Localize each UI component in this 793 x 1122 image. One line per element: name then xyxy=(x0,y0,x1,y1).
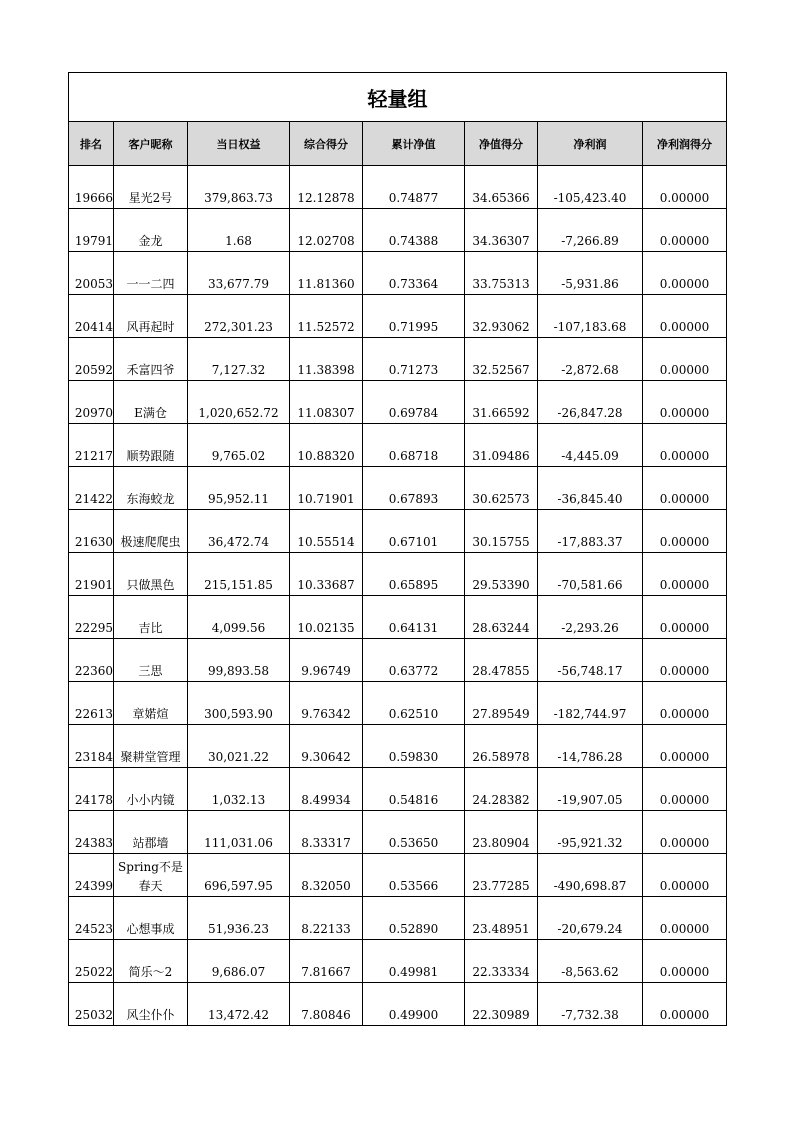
header-nickname: 客户昵称 xyxy=(114,122,188,166)
header-equity: 当日权益 xyxy=(188,122,290,166)
cell-equity: 379,863.73 xyxy=(188,166,290,209)
table-row xyxy=(69,897,727,940)
cell-nav: 0.53650 xyxy=(363,811,465,854)
table-row xyxy=(69,811,727,854)
cell-nav: 0.64131 xyxy=(363,596,465,639)
cell-nav: 0.52890 xyxy=(363,897,465,940)
cell-score: 9.76342 xyxy=(290,682,363,725)
cell-rank: 21217 xyxy=(69,424,114,467)
cell-nav-score: 33.75313 xyxy=(465,252,538,295)
cell-nav-score: 23.48951 xyxy=(465,897,538,940)
cell-profit: -2,293.26 xyxy=(538,596,643,639)
cell-profit-score: 0.00000 xyxy=(643,725,727,768)
cell-nav: 0.69784 xyxy=(363,381,465,424)
header-profit: 净利润 xyxy=(538,122,643,166)
cell-profit: -19,907.05 xyxy=(538,768,643,811)
cell-nickname: 一一二四 xyxy=(114,252,188,295)
cell-score: 11.52572 xyxy=(290,295,363,338)
cell-nav: 0.54816 xyxy=(363,768,465,811)
cell-equity: 95,952.11 xyxy=(188,467,290,510)
cell-nickname: 简乐～2 xyxy=(114,940,188,983)
cell-profit: -7,732.38 xyxy=(538,983,643,1026)
cell-rank: 24523 xyxy=(69,897,114,940)
cell-nav: 0.49981 xyxy=(363,940,465,983)
cell-nickname: 东海蛟龙 xyxy=(114,467,188,510)
cell-rank: 22613 xyxy=(69,682,114,725)
cell-equity: 9,765.02 xyxy=(188,424,290,467)
cell-rank: 20414 xyxy=(69,295,114,338)
cell-rank: 20053 xyxy=(69,252,114,295)
cell-profit: -95,921.32 xyxy=(538,811,643,854)
cell-profit: -107,183.68 xyxy=(538,295,643,338)
cell-rank: 19666 xyxy=(69,166,114,209)
table-row xyxy=(69,725,727,768)
cell-score: 7.80846 xyxy=(290,983,363,1026)
cell-rank: 19791 xyxy=(69,209,114,252)
header-row xyxy=(69,122,727,166)
cell-profit: -20,679.24 xyxy=(538,897,643,940)
cell-profit-score: 0.00000 xyxy=(643,338,727,381)
cell-score: 11.38398 xyxy=(290,338,363,381)
cell-score: 10.88320 xyxy=(290,424,363,467)
table-row xyxy=(69,553,727,596)
cell-nav: 0.63772 xyxy=(363,639,465,682)
cell-nickname: 小小内镜 xyxy=(114,768,188,811)
cell-rank: 24399 xyxy=(69,854,114,897)
table-row xyxy=(69,596,727,639)
cell-nav-score: 31.09486 xyxy=(465,424,538,467)
cell-profit: -14,786.28 xyxy=(538,725,643,768)
cell-nav-score: 22.33334 xyxy=(465,940,538,983)
cell-rank: 25032 xyxy=(69,983,114,1026)
table-row xyxy=(69,338,727,381)
cell-profit-score: 0.00000 xyxy=(643,381,727,424)
cell-equity: 36,472.74 xyxy=(188,510,290,553)
table-row xyxy=(69,768,727,811)
cell-score: 7.81667 xyxy=(290,940,363,983)
cell-score: 10.55514 xyxy=(290,510,363,553)
cell-nickname: 风尘仆仆 xyxy=(114,983,188,1026)
cell-profit-score: 0.00000 xyxy=(643,596,727,639)
cell-profit: -490,698.87 xyxy=(538,854,643,897)
cell-rank: 21422 xyxy=(69,467,114,510)
cell-nav-score: 32.52567 xyxy=(465,338,538,381)
cell-score: 8.33317 xyxy=(290,811,363,854)
cell-profit-score: 0.00000 xyxy=(643,682,727,725)
header-score: 综合得分 xyxy=(290,122,363,166)
table-row xyxy=(69,854,727,897)
cell-rank: 22295 xyxy=(69,596,114,639)
table-row xyxy=(69,295,727,338)
cell-equity: 30,021.22 xyxy=(188,725,290,768)
cell-nav-score: 22.30989 xyxy=(465,983,538,1026)
cell-nav: 0.67893 xyxy=(363,467,465,510)
cell-score: 11.08307 xyxy=(290,381,363,424)
table-row xyxy=(69,381,727,424)
cell-nickname: 顺势跟随 xyxy=(114,424,188,467)
cell-profit: -26,847.28 xyxy=(538,381,643,424)
cell-nickname: 三思 xyxy=(114,639,188,682)
ranking-table xyxy=(68,72,727,1026)
cell-score: 9.96749 xyxy=(290,639,363,682)
cell-nav-score: 32.93062 xyxy=(465,295,538,338)
cell-nav: 0.65895 xyxy=(363,553,465,596)
cell-equity: 4,099.56 xyxy=(188,596,290,639)
cell-nickname: 只做黑色 xyxy=(114,553,188,596)
cell-equity: 9,686.07 xyxy=(188,940,290,983)
cell-equity: 33,677.79 xyxy=(188,252,290,295)
cell-nav-score: 30.15755 xyxy=(465,510,538,553)
cell-profit: -17,883.37 xyxy=(538,510,643,553)
cell-equity: 272,301.23 xyxy=(188,295,290,338)
cell-nav-score: 26.58978 xyxy=(465,725,538,768)
cell-profit-score: 0.00000 xyxy=(643,854,727,897)
cell-nickname: Spring不是春天 xyxy=(114,854,188,897)
cell-equity: 7,127.32 xyxy=(188,338,290,381)
cell-profit: -70,581.66 xyxy=(538,553,643,596)
table-row xyxy=(69,940,727,983)
cell-profit-score: 0.00000 xyxy=(643,811,727,854)
cell-equity: 300,593.90 xyxy=(188,682,290,725)
cell-nickname: 心想事成 xyxy=(114,897,188,940)
cell-profit: -56,748.17 xyxy=(538,639,643,682)
cell-rank: 25022 xyxy=(69,940,114,983)
cell-nav-score: 28.47855 xyxy=(465,639,538,682)
cell-profit-score: 0.00000 xyxy=(643,467,727,510)
cell-rank: 21630 xyxy=(69,510,114,553)
cell-nav-score: 31.66592 xyxy=(465,381,538,424)
cell-equity: 51,936.23 xyxy=(188,897,290,940)
cell-score: 12.12878 xyxy=(290,166,363,209)
cell-nav-score: 27.89549 xyxy=(465,682,538,725)
cell-profit-score: 0.00000 xyxy=(643,940,727,983)
cell-nickname: 站郡墙 xyxy=(114,811,188,854)
cell-equity: 111,031.06 xyxy=(188,811,290,854)
cell-nickname: 星光2号 xyxy=(114,166,188,209)
cell-nickname: 风再起时 xyxy=(114,295,188,338)
cell-nav-score: 23.77285 xyxy=(465,854,538,897)
cell-equity: 696,597.95 xyxy=(188,854,290,897)
table-row xyxy=(69,510,727,553)
cell-nickname: 章婼煊 xyxy=(114,682,188,725)
cell-score: 8.32050 xyxy=(290,854,363,897)
cell-profit-score: 0.00000 xyxy=(643,768,727,811)
table-row xyxy=(69,983,727,1026)
cell-nickname: 极速爬爬虫 xyxy=(114,510,188,553)
cell-equity: 99,893.58 xyxy=(188,639,290,682)
cell-nav: 0.73364 xyxy=(363,252,465,295)
cell-nav: 0.59830 xyxy=(363,725,465,768)
cell-rank: 20592 xyxy=(69,338,114,381)
cell-nav-score: 24.28382 xyxy=(465,768,538,811)
table-row xyxy=(69,467,727,510)
cell-equity: 215,151.85 xyxy=(188,553,290,596)
cell-score: 10.02135 xyxy=(290,596,363,639)
cell-profit: -5,931.86 xyxy=(538,252,643,295)
cell-nav-score: 34.36307 xyxy=(465,209,538,252)
cell-nav-score: 23.80904 xyxy=(465,811,538,854)
header-nav: 累计净值 xyxy=(363,122,465,166)
cell-rank: 23184 xyxy=(69,725,114,768)
cell-nav: 0.74388 xyxy=(363,209,465,252)
cell-score: 8.22133 xyxy=(290,897,363,940)
cell-profit-score: 0.00000 xyxy=(643,553,727,596)
cell-nickname: E满仓 xyxy=(114,381,188,424)
header-nav-score: 净值得分 xyxy=(465,122,538,166)
table-row xyxy=(69,639,727,682)
cell-nickname: 金龙 xyxy=(114,209,188,252)
cell-nav-score: 28.63244 xyxy=(465,596,538,639)
cell-profit: -36,845.40 xyxy=(538,467,643,510)
cell-profit: -7,266.89 xyxy=(538,209,643,252)
header-profit-score: 净利润得分 xyxy=(643,122,727,166)
cell-profit: -182,744.97 xyxy=(538,682,643,725)
cell-nav: 0.53566 xyxy=(363,854,465,897)
cell-profit: -2,872.68 xyxy=(538,338,643,381)
header-rank: 排名 xyxy=(69,122,114,166)
table-title: 轻量组 xyxy=(69,73,727,122)
cell-nav: 0.67101 xyxy=(363,510,465,553)
table-row xyxy=(69,166,727,209)
cell-score: 8.49934 xyxy=(290,768,363,811)
cell-profit: -105,423.40 xyxy=(538,166,643,209)
cell-profit-score: 0.00000 xyxy=(643,639,727,682)
table-row xyxy=(69,252,727,295)
cell-profit-score: 0.00000 xyxy=(643,295,727,338)
cell-nav: 0.62510 xyxy=(363,682,465,725)
cell-nav: 0.68718 xyxy=(363,424,465,467)
table-row xyxy=(69,682,727,725)
cell-score: 9.30642 xyxy=(290,725,363,768)
cell-rank: 20970 xyxy=(69,381,114,424)
cell-equity: 1,020,652.72 xyxy=(188,381,290,424)
cell-rank: 22360 xyxy=(69,639,114,682)
cell-profit: -8,563.62 xyxy=(538,940,643,983)
cell-score: 10.71901 xyxy=(290,467,363,510)
cell-nav: 0.49900 xyxy=(363,983,465,1026)
cell-profit-score: 0.00000 xyxy=(643,209,727,252)
cell-nickname: 聚耕堂管理 xyxy=(114,725,188,768)
cell-nav: 0.71273 xyxy=(363,338,465,381)
cell-nickname: 禾富四爷 xyxy=(114,338,188,381)
cell-equity: 1,032.13 xyxy=(188,768,290,811)
cell-profit-score: 0.00000 xyxy=(643,983,727,1026)
cell-profit-score: 0.00000 xyxy=(643,166,727,209)
cell-rank: 24383 xyxy=(69,811,114,854)
cell-profit: -4,445.09 xyxy=(538,424,643,467)
cell-equity: 1.68 xyxy=(188,209,290,252)
cell-profit-score: 0.00000 xyxy=(643,897,727,940)
cell-rank: 21901 xyxy=(69,553,114,596)
cell-profit-score: 0.00000 xyxy=(643,510,727,553)
cell-equity: 13,472.42 xyxy=(188,983,290,1026)
table-row xyxy=(69,424,727,467)
cell-score: 10.33687 xyxy=(290,553,363,596)
cell-nav: 0.74877 xyxy=(363,166,465,209)
cell-score: 11.81360 xyxy=(290,252,363,295)
cell-nickname: 吉比 xyxy=(114,596,188,639)
cell-nav: 0.71995 xyxy=(363,295,465,338)
cell-rank: 24178 xyxy=(69,768,114,811)
table-body xyxy=(69,166,727,1026)
cell-score: 12.02708 xyxy=(290,209,363,252)
cell-nav-score: 30.62573 xyxy=(465,467,538,510)
table-row xyxy=(69,209,727,252)
cell-nav-score: 34.65366 xyxy=(465,166,538,209)
cell-profit-score: 0.00000 xyxy=(643,252,727,295)
cell-nav-score: 29.53390 xyxy=(465,553,538,596)
cell-profit-score: 0.00000 xyxy=(643,424,727,467)
